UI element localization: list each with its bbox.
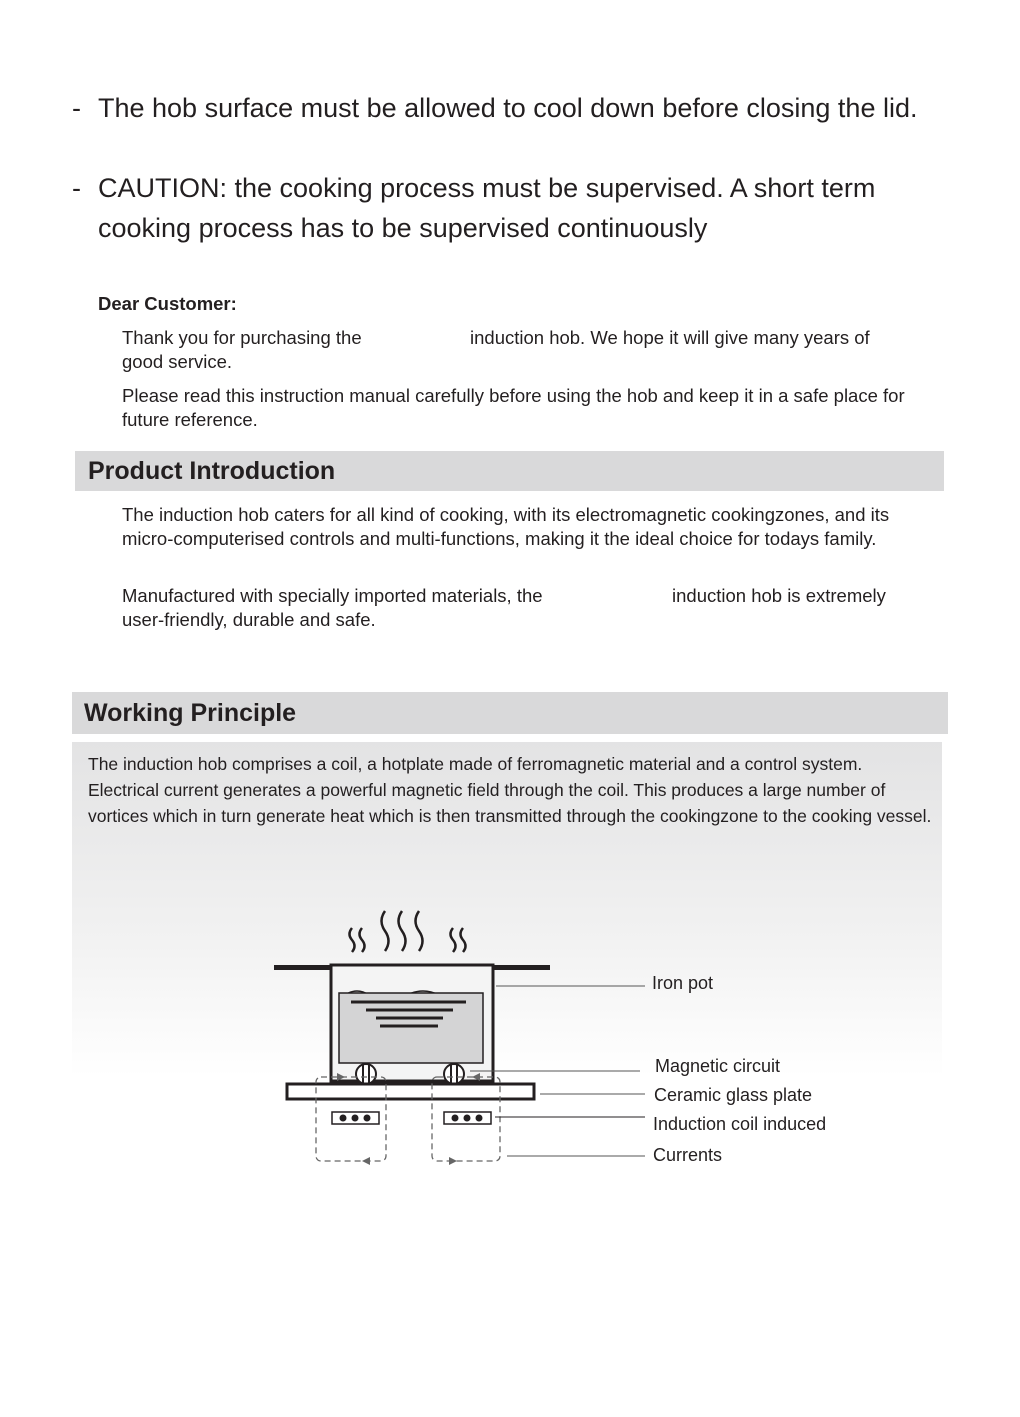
- bullet-text: The hob surface must be allowed to cool down before closing the lid.: [98, 93, 918, 123]
- label-iron-pot: Iron pot: [652, 973, 714, 993]
- greeting-heading: Dear Customer:: [98, 293, 237, 314]
- section-title-product-introduction: Product Introduction: [75, 451, 944, 491]
- product-intro-p2b: induction hob is extremely: [672, 585, 886, 606]
- working-principle-p1: The induction hob comprises a coil, a hotplate made of ferromagnetic material and a control system. Electrical current generates a powerful magnetic field through the coil. This produces a large number of vortices which in turn generate heat which is then transmitted through the cookingzone to the cooking vessel.: [88, 754, 932, 826]
- label-currents: Currents: [653, 1145, 723, 1165]
- product-intro-p1: The induction hob caters for all kind of cooking, with its electromagnetic cookingzones, and its micro-computerised controls and multi-functions, making it the ideal choice for todays family.: [122, 504, 890, 549]
- ceramic-glass-plate: [287, 1084, 534, 1099]
- bullet-dash: -: [72, 93, 81, 123]
- leader-lines: [470, 986, 645, 1156]
- steam-icon: [350, 911, 466, 952]
- section-title-working-principle: Working Principle: [72, 692, 948, 734]
- product-intro-p2c: user-friendly, durable and safe.: [122, 609, 376, 630]
- greeting-p1a: Thank you for purchasing the: [122, 327, 362, 348]
- induction-coil-icon: [332, 1112, 491, 1124]
- product-intro-p2a: Manufactured with specially imported materials, the: [122, 585, 543, 606]
- bullet-text: CAUTION: the cooking process must be supervised. A short term cooking process has to be supervised continuously: [98, 173, 876, 243]
- label-magnetic-circuit: Magnetic circuit: [655, 1056, 781, 1076]
- label-ceramic-glass-plate: Ceramic glass plate: [654, 1085, 813, 1105]
- bullet-dash: -: [72, 173, 81, 203]
- greeting-p1c: good service.: [122, 351, 233, 372]
- greeting-p2: Please read this instruction manual carefully before using the hob and keep it in a safe place for future reference.: [122, 385, 905, 430]
- greeting-p1b: induction hob. We hope it will give many years of: [470, 327, 870, 348]
- label-induction-coil: Induction coil induced: [653, 1114, 827, 1134]
